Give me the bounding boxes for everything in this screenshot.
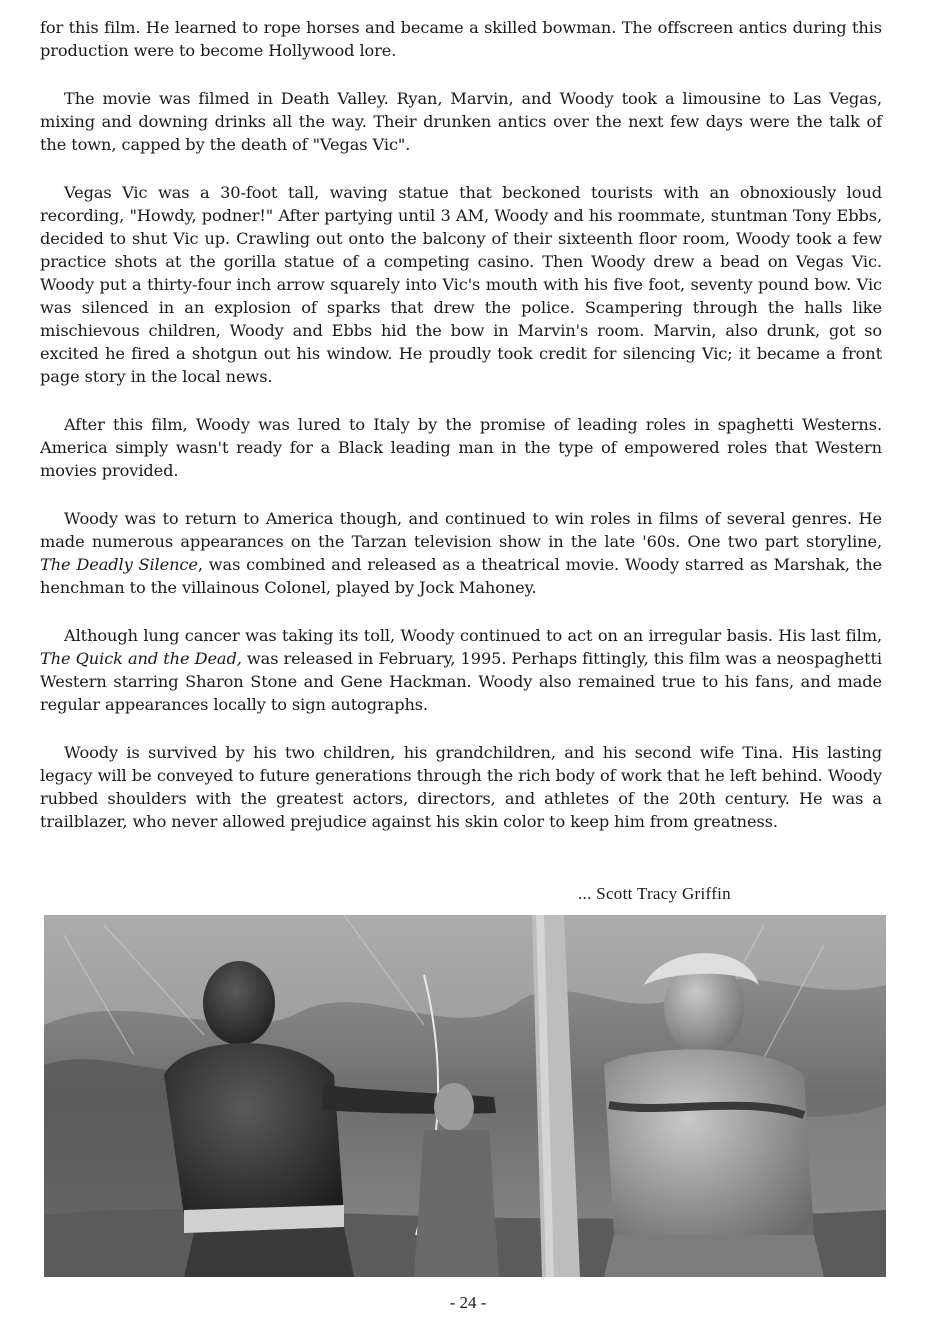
- paragraph-text: Although lung cancer was taking its toll, Woody continued to act on an irregular basis. His last film,: [64, 626, 882, 645]
- paragraph-2: [40, 87, 882, 156]
- paragraph-text: , was combined and released as a theatrical movie. Woody starred as Marshak, the henchman to the villainous Colonel, played by Jock Mahoney.: [40, 555, 883, 597]
- film-still-photo: [44, 915, 886, 1277]
- paragraph-text: Vegas Vic was a 30-foot tall, waving statue that beckoned tourists with an obnoxiously loud recording, "Howdy, podner!" After partying until 3 AM, Woody and his roommate, stuntman Tony Ebbs, decided to shut Vic up. Crawling out onto the balcony of their sixteenth floor room, Woody took a few practice shots at the gorilla statue of a competing casino. Then Woody drew a bead on Vegas Vic. Woody put a thirty-four inch arrow squarely into Vic's mouth with his five foot, seventy pound bow. Vic was silenced in an explosion of sparks that drew the police. Scampering through the halls like mischievous children, Woody and Ebbs hid the bow in Marvin's room. Marvin, also drunk, got so excited he fired a shotgun out his window. He proudly took credit for silencing Vic; it became a front page story in the local news.: [40, 183, 882, 386]
- film-still-photo-icon: [44, 915, 886, 1277]
- film-title: The Deadly Silence: [40, 555, 198, 574]
- author-signature: ... Scott Tracy Griffin: [578, 884, 731, 903]
- article-body: [40, 16, 882, 858]
- paragraph-text: The movie was filmed in Death Valley. Ryan, Marvin, and Woody took a limousine to Las Vegas, mixing and downing drinks all the way. Their drunken antics over the next few days were the talk of the town, capped by the death of "Vegas Vic".: [40, 89, 882, 154]
- paragraph-text: for this film. He learned to rope horses and became a skilled bowman. The offscreen antics during this production were to become Hollywood lore.: [40, 18, 882, 60]
- paragraph-text: was released in February, 1995. Perhaps fittingly, this film was a neospaghetti Western starring Sharon Stone and Gene Hackman. Woody also remained true to his fans, and made regular appearances locally to sign autographs.: [40, 649, 882, 714]
- film-title: The Quick and the Dead,: [40, 649, 242, 668]
- paragraph-4: [40, 413, 882, 482]
- paragraph-3: [40, 181, 882, 388]
- paragraph-5: [40, 507, 882, 599]
- paragraph-6: [40, 624, 882, 716]
- paragraph-1: [40, 16, 882, 62]
- paragraph-7: [40, 741, 882, 833]
- page-number: - 24 -: [449, 1293, 487, 1312]
- paragraph-text: After this film, Woody was lured to Italy by the promise of leading roles in spaghetti Westerns. America simply wasn't ready for a Black leading man in the type of empowered roles that Western movies provided.: [40, 415, 882, 480]
- paragraph-text: Woody is survived by his two children, his grandchildren, and his second wife Tina. His lasting legacy will be conveyed to future generations through the rich body of work that he left behind. Woody rubbed shoulders with the greatest actors, directors, and athletes of the 20th century. He was a trailblazer, who never allowed prejudice against his skin color to keep him from greatness.: [40, 743, 882, 831]
- paragraph-text: Woody was to return to America though, and continued to win roles in films of several genres. He made numerous appearances on the Tarzan television show in the late '60s. One two part storyline,: [40, 509, 882, 551]
